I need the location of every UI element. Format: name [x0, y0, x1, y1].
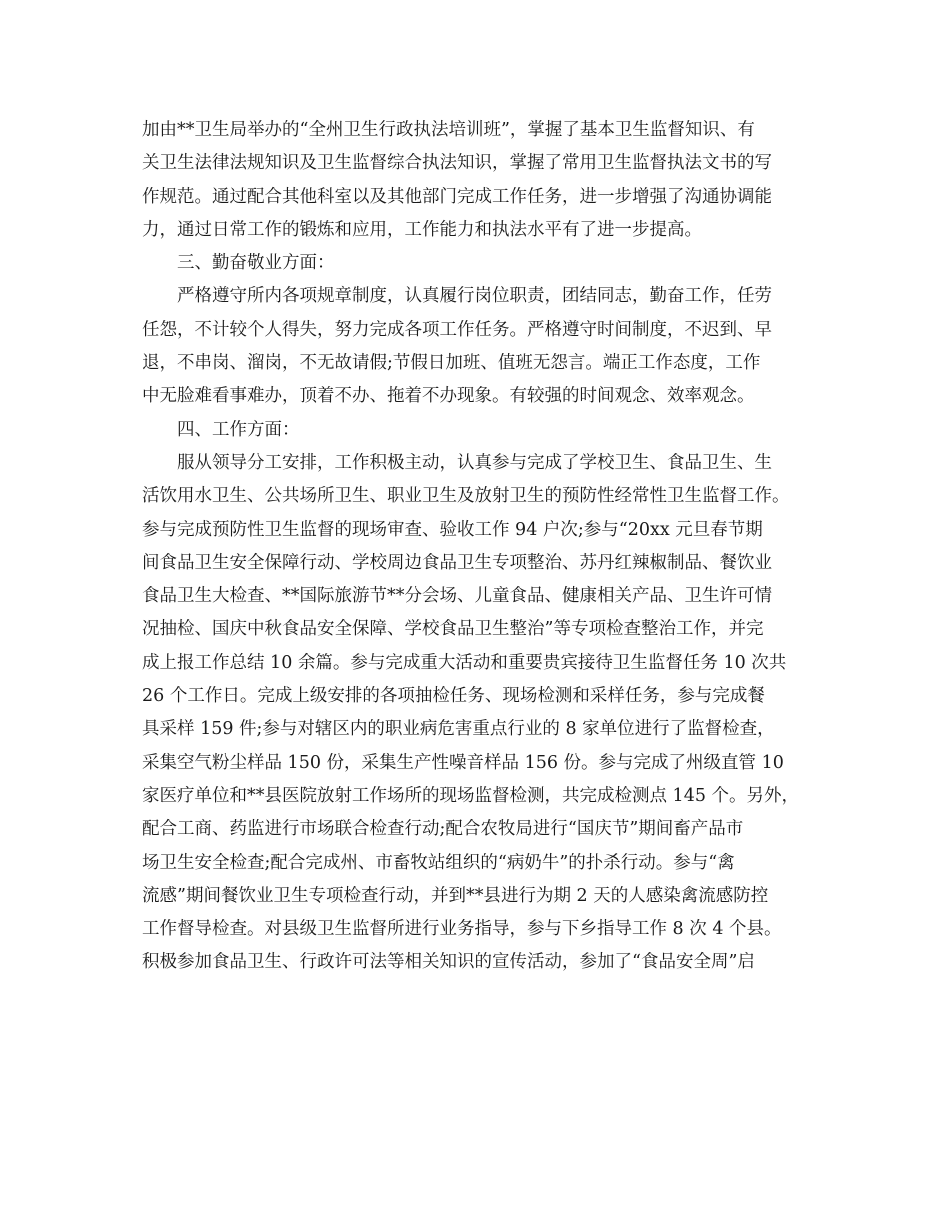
text-line: 任怨，不计较个人得失，努力完成各项工作任务。严格遵守时间制度，不迟到、早: [142, 319, 772, 340]
text-line: 作规范。通过配合其他科室以及其他部门完成工作任务，进一步增强了沟通协调能: [142, 186, 772, 207]
text-line: 力，通过日常工作的锻炼和应用，工作能力和执法水平有了进一步提高。: [142, 219, 702, 240]
text-line: 配合工商、药监进行市场联合检查行动;配合农牧局进行“国庆节”期间畜产品市: [142, 819, 744, 840]
text-line: 采集空气粉尘样品 150 份，采集生产性噪音样品 156 份。参与完成了州级直管 10: [142, 752, 784, 773]
text-line: 参与完成预防性卫生监督的现场审查、验收工作 94 户次;参与“20xx 元旦春节期: [142, 519, 763, 540]
text-line: 流感”期间餐饮业卫生专项检查行动，并到**县进行为期 2 天的人感染禽流感防控: [142, 885, 769, 906]
text-line: 退，不串岗、溜岗，不无故请假;节假日加班、值班无怨言。端正工作态度，工作: [142, 353, 761, 374]
text-line: 四、工作方面：: [177, 419, 300, 440]
text-line: 场卫生安全检查;配合完成州、市畜牧站组织的“病奶牛”的扑杀行动。参与“禽: [142, 852, 735, 873]
text-line: 间食品卫生安全保障行动、学校周边食品卫生专项整治、苏丹红辣椒制品、餐饮业: [142, 552, 772, 573]
text-line: 26 个工作日。完成上级安排的各项抽检任务、现场检测和采样任务，参与完成餐: [142, 686, 765, 707]
text-line: 家医疗单位和**县医院放射工作场所的现场监督检测，共完成检测点 145 个。另外，: [142, 785, 800, 806]
text-line: 具采样 159 件;参与对辖区内的职业病危害重点行业的 8 家单位进行了监督检查，: [142, 719, 775, 740]
text-line: 关卫生法律法规知识及卫生监督综合执法知识，掌握了常用卫生监督执法文书的写: [142, 153, 772, 174]
text-line: 况抽检、国庆中秋食品安全保障、学校食品卫生整治”等专项检查整治工作，并完: [142, 619, 764, 640]
text-line: 成上报工作总结 10 余篇。参与完成重大活动和重要贵宾接待卫生监督任务 10 次共: [142, 652, 787, 673]
text-line: 工作督导检查。对县级卫生监督所进行业务指导，参与下乡指导工作 8 次 4 个县。: [142, 919, 782, 940]
text-line: 食品卫生大检查、**国际旅游节**分会场、儿童食品、健康相关产品、卫生许可情: [142, 586, 772, 607]
text-line: 服从领导分工安排，工作积极主动，认真参与完成了学校卫生、食品卫生、生: [177, 452, 772, 473]
document-body: [142, 114, 822, 980]
text-line: 积极参加食品卫生、行政许可法等相关知识的宣传活动，参加了“食品安全周”启: [142, 952, 755, 973]
text-line: 加由**卫生局举办的“全州卫生行政执法培训班”，掌握了基本卫生监督知识、有: [142, 120, 755, 140]
text-line: 活饮用水卫生、公共场所卫生、职业卫生及放射卫生的预防性经常性卫生监督工作。: [142, 486, 790, 507]
text-line: 中无脸难看事难办，顶着不办、拖着不办现象。有较强的时间观念、效率观念。: [142, 386, 755, 407]
text-line: 三、勤奋敬业方面：: [177, 253, 335, 274]
text-line: 严格遵守所内各项规章制度，认真履行岗位职责，团结同志，勤奋工作，任劳: [177, 286, 772, 307]
